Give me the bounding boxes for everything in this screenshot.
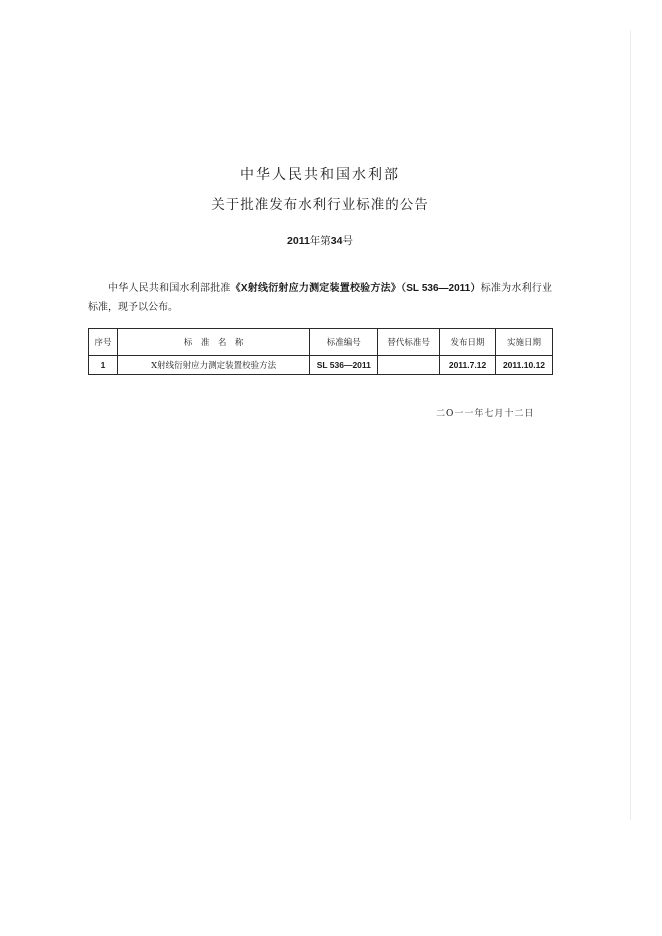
body-standard-title: 《X射线衍射应力测定装置校验方法》 <box>230 283 402 294</box>
doc-year-suffix: 年第 <box>309 235 331 247</box>
cell-name: X射线衍射应力测定装置校验方法 <box>117 356 309 375</box>
header-name: 标 准 名 称 <box>117 329 309 356</box>
doc-number-suffix: 号 <box>342 235 353 247</box>
header-publish-date: 发布日期 <box>440 329 496 356</box>
doc-year: 2011 <box>287 235 310 247</box>
doc-number: 34 <box>330 235 343 247</box>
header-code: 标准编号 <box>310 329 378 356</box>
body-intro: 中华人民共和国水利部批准 <box>108 283 231 294</box>
cell-replaces <box>378 356 440 375</box>
announcement-body <box>88 279 552 317</box>
issuing-authority: 中华人民共和国水利部 <box>240 167 400 183</box>
document-number <box>0 233 640 248</box>
issue-date: 二O一一年七月十二日 <box>436 409 535 419</box>
table-row <box>89 356 553 375</box>
header-seq: 序号 <box>89 329 118 356</box>
page-edge-line <box>630 30 631 820</box>
standards-table <box>88 328 553 375</box>
header-effective-date: 实施日期 <box>496 329 553 356</box>
body-standard-code: （SL 536—2011） <box>401 283 481 294</box>
cell-publish-date: 2011.7.12 <box>440 356 496 375</box>
body-outro: 标准为水利行业标准，现予以公布。 <box>88 283 553 313</box>
cell-effective-date: 2011.10.12 <box>496 356 553 375</box>
page-title: 关于批准发布水利行业标准的公告 <box>211 197 429 213</box>
cell-code: SL 536—2011 <box>310 356 378 375</box>
cell-seq: 1 <box>89 356 118 375</box>
table-header-row <box>89 329 553 356</box>
header-replaces: 替代标准号 <box>378 329 440 356</box>
